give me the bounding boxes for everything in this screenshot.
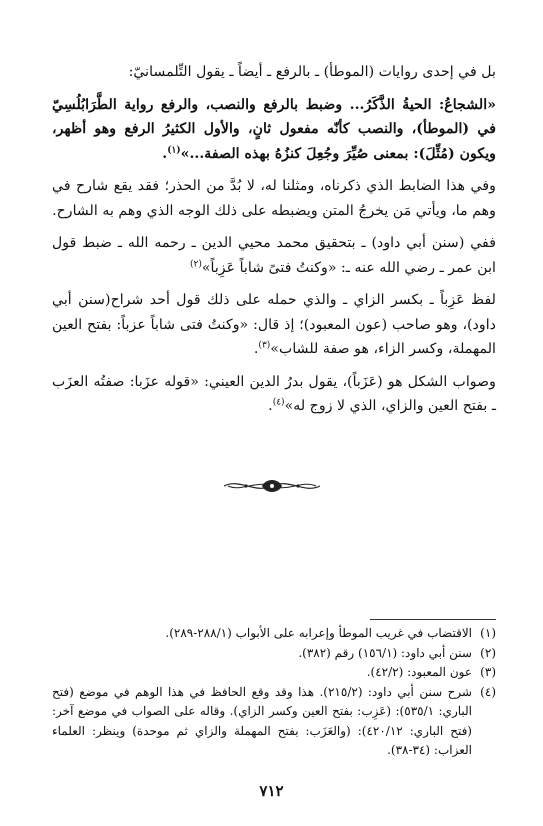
footnote-ref-1[interactable]: (١) — [167, 144, 181, 155]
footnote-2: (٢) سنن أبي داود: (١٥٦/١) رقم (٣٨٢). — [298, 645, 496, 660]
ornament-divider-icon — [222, 474, 322, 498]
footnote-ref-4[interactable]: (٤) — [272, 397, 285, 408]
footnote-ref-2[interactable]: (٢) — [189, 258, 202, 269]
paragraph-6: وصواب الشكل هو (عَزَباً)، يقول بدرُ الدين العيني: «قوله عزَبا: صفتُه العزَب ـ بفتح العين والزاي، الذي لا زوج له»$^{(٤)}$. — [52, 373, 496, 414]
footnote-separator — [370, 619, 496, 620]
main-text — [52, 60, 496, 427]
footnotes — [52, 624, 496, 761]
page-number: ٧١٢ — [259, 782, 284, 800]
paragraph-4: ففي (سنن أبي داود) ـ بتحقيق محمد محيي الدين ـ رحمه الله ـ ضبط قول ابن عمر ـ رضي الله عنه ـ: «وكنتُ فتىً شاباً عَزِباً»$^{(٢)}$ — [52, 235, 496, 276]
quote-paragraph: «الشجاعُ: الحيةُ الذَّكَرُ... وضبط بالرفع والنصب، والرفع رواية الطَّرَابُلُسِيّ في (الموطأ)، والنصب كأنّه مفعول ثانٍ، والأول الكثيرُ الرفع وهو أظهر، ويكون (مُثِّلَ): بمعنى صُيِّرَ وجُعِلَ كنزُهُ بهذه الصفة...»$^{(١)}$. — [52, 96, 496, 162]
footnote-3: (٣) عون المعبود: (٤٢/٢). — [366, 665, 496, 679]
paragraph-3: وفي هذا الضابط الذي ذكرناه، ومثلنا له، لا بُدَّ من الحذر؛ فقد يقع شارح في وهم ما، ويأتي مَن يخرجُ المتن ويضبطه على ذلك الوجه الذي وهم به الشارح. — [52, 178, 496, 219]
paragraph-1: بل في إحدى روايات (الموطأ) ـ بالرفع ـ أيضاً ـ يقول التِّلمسانيّ: — [128, 64, 496, 80]
footnote-1: (١) الاقتضاب في غريب الموطأ وإعرابه على الأبواب (٢٨٨/١-٢٨٩). — [165, 626, 496, 640]
paragraph-5: لفظ عَزِباً ـ بكسر الزاي ـ والذي حمله على ذلك قول أحد شراح(سنن أبي داود)، وهو صاحب (عون المعبود)؛ إذ قال: «وكنتُ فتى شاباً عزباً: بفتح العين المهملة، وكسر الزاء، هو صفة للشاب»$^{(٣)}$. — [52, 292, 496, 357]
footnote-4: (٤) شرح سنن أبي داود: (٢١٥/٢). هذا وقد وقع الحافظ في هذا الوهم في موضع (فتح الباري: ٥٣٥/١): (عَزِب: بفتح العين وكسر الزاي). وقاله على الصواب في موضع آخر: (فتح الباري: ٤٢٠/١٢): (والعَزَب: بفتح المهملة والزاي ثم موحدة) وينظر: العلماء العزاب: (٣٤-٣٨). — [52, 684, 496, 757]
footnote-ref-3[interactable]: (٣) — [258, 340, 271, 351]
